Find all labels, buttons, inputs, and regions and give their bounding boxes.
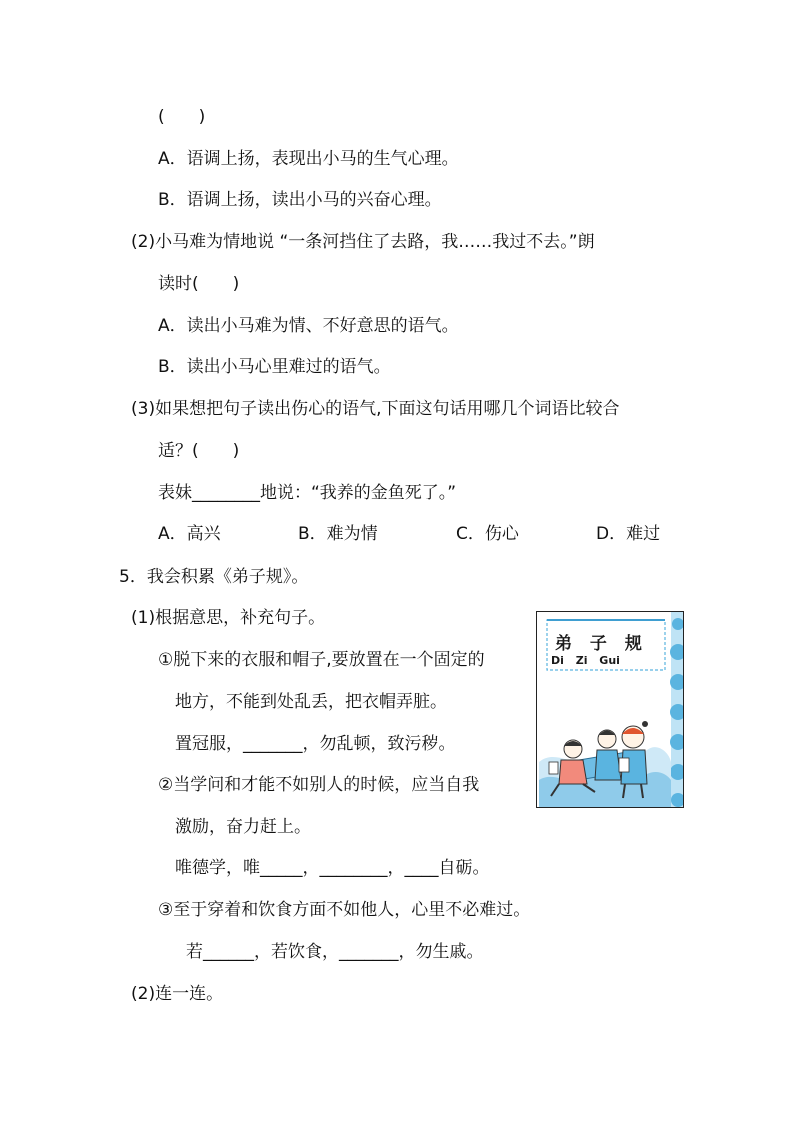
q5-item2-line2: 激励，奋力赶上。: [175, 817, 311, 837]
q5-item1-line2: 地方，不能到处乱丢，把衣帽弄脏。: [175, 692, 447, 712]
q4-answer-paren: ( ): [158, 107, 206, 127]
book-title: 弟 子 规: [555, 634, 648, 654]
q4-2-option-a: A．读出小马难为情、不好意思的语气。: [158, 316, 459, 336]
q5-item1-line1: ①脱下来的衣服和帽子,要放置在一个固定的: [158, 650, 485, 670]
q4-3-choice-d: D．难过: [596, 524, 661, 544]
q4-2-option-b: B．读出小马心里难过的语气。: [158, 357, 391, 377]
q4-3-choice-c: C．伤心: [456, 524, 519, 544]
q4-1-option-b: B．语调上扬，读出小马的兴奋心理。: [158, 190, 442, 210]
q4-3-choice-a: A．高兴: [158, 524, 221, 544]
q4-3-choice-b: B．难为情: [298, 524, 378, 544]
q4-3-question-line1: (3)如果想把句子读出伤心的语气,下面这句话用哪几个词语比较合: [131, 399, 620, 419]
q5-item1-fill: 置冠服，_______，勿乱顿，致污秽。: [175, 734, 456, 754]
dizigui-book-cover: [536, 611, 684, 808]
q5-part2-label: (2)连一连。: [131, 984, 224, 1004]
book-pinyin: Di Zi Gui: [551, 654, 620, 667]
q4-2-question-line2: 读时( ): [158, 274, 240, 294]
q5-part1-label: (1)根据意思，补充句子。: [131, 608, 326, 628]
q5-item2-fill: 唯德学，唯_____，________，____自砺。: [175, 858, 490, 878]
q4-1-option-a: A．语调上扬，表现出小马的生气心理。: [158, 149, 459, 169]
q5-item3-line1: ③至于穿着和饮食方面不如他人，心里不必难过。: [158, 900, 531, 920]
q4-3-sentence: 表妹________地说：“我养的金鱼死了。”: [158, 483, 457, 503]
q5-heading: 5．我会积累《弟子规》。: [119, 567, 309, 587]
q4-2-question-line1: (2)小马难为情地说 “一条河挡住了去路，我……我过不去。”朗: [131, 232, 595, 252]
q5-item2-line1: ②当学问和才能不如别人的时候，应当自我: [158, 775, 480, 795]
q4-3-question-line2: 适？( ): [158, 441, 240, 461]
q5-item3-fill: 若______，若饮食，_______，勿生戚。: [186, 942, 484, 962]
